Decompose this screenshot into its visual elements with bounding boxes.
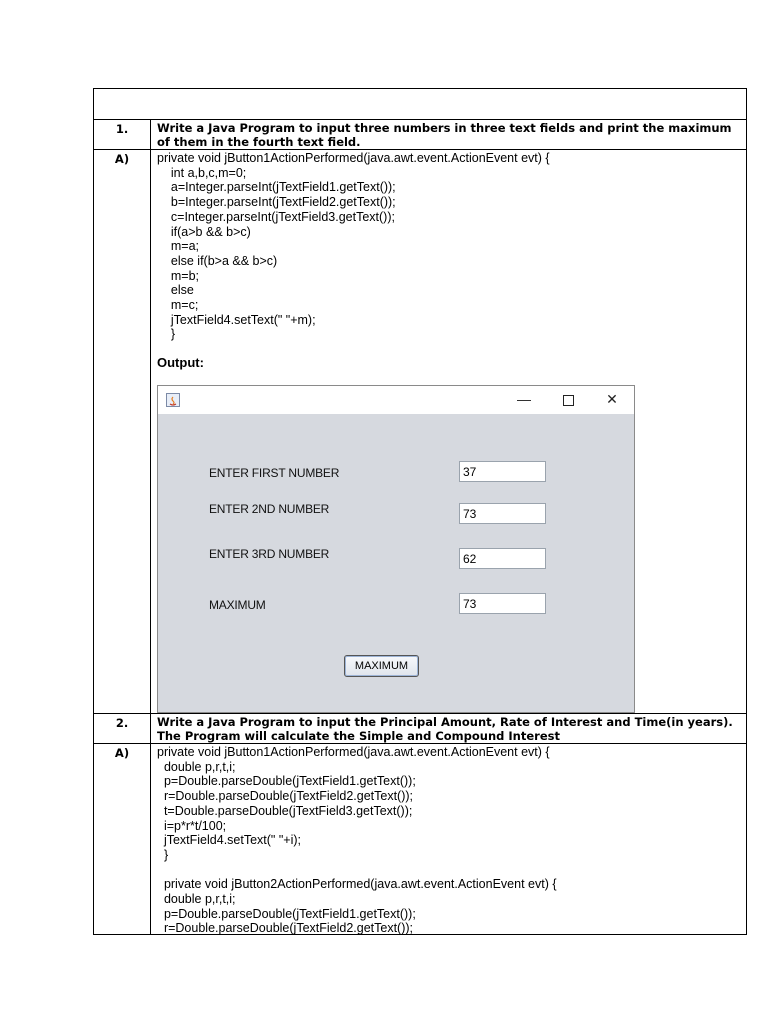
code-line: private void jButton1ActionPerformed(java.awt.event.ActionEvent evt) {: [157, 151, 550, 165]
window-titlebar: [158, 386, 634, 414]
code-line: m=a;: [157, 239, 200, 254]
row-divider: [94, 743, 746, 744]
question-1-number: 1.: [115, 122, 129, 136]
code-line: jTextField4.setText(" "+i);: [157, 833, 301, 848]
code-line: b=Integer.parseInt(jTextField2.getText());: [157, 195, 396, 210]
question-1-text: [157, 121, 747, 149]
code-line: }: [157, 847, 169, 862]
java-icon: [166, 393, 180, 407]
first-number-label: ENTER FIRST NUMBER: [209, 466, 340, 480]
question-1-line-2: of them in the fourth text field.: [157, 135, 361, 149]
questions-table: [93, 88, 747, 935]
code-line: int a,b,c,m=0;: [157, 165, 247, 180]
question-2-text: [157, 715, 747, 743]
output-label: Output:: [157, 355, 204, 370]
code-line: double p,r,t,i;: [157, 892, 236, 907]
code-line: p=Double.parseDouble(jTextField1.getText());: [157, 906, 416, 921]
code-line: private void jButton2ActionPerformed(java.awt.event.ActionEvent evt) {: [157, 877, 557, 892]
close-icon[interactable]: ✕: [606, 391, 618, 407]
answer-2-label: A): [114, 746, 130, 760]
code-line: else if(b>a && b>c): [157, 253, 278, 268]
question-2-line-2: The Program will calculate the Simple and Compound Interest: [157, 729, 560, 743]
answer-2-code: [157, 745, 557, 936]
code-line: p=Double.parseDouble(jTextField1.getText());: [157, 774, 416, 789]
code-line: jTextField4.setText(" "+m);: [157, 312, 316, 327]
third-number-label: ENTER 3RD NUMBER: [209, 547, 330, 561]
code-line: if(a>b && b>c): [157, 224, 251, 239]
maximum-button[interactable]: MAXIMUM: [344, 655, 419, 677]
code-line: m=b;: [157, 268, 200, 283]
minimize-icon[interactable]: —: [517, 391, 531, 407]
code-line: t=Double.parseDouble(jTextField3.getText());: [157, 803, 413, 818]
row-divider: [94, 713, 746, 714]
question-1-line-1: Write a Java Program to input three numbers in three text fields and print the maximum: [157, 121, 732, 135]
code-line: i=p*r*t/100;: [157, 818, 227, 833]
java-icon-glyph: [167, 395, 179, 407]
code-line: m=c;: [157, 298, 199, 313]
code-line: r=Double.parseDouble(jTextField2.getText());: [157, 789, 414, 804]
maximum-field[interactable]: 73: [459, 593, 546, 614]
answer-1-code: [157, 151, 550, 342]
column-divider: [150, 119, 151, 935]
maximize-icon[interactable]: [558, 391, 578, 409]
row-divider: [94, 119, 746, 120]
second-number-label: ENTER 2ND NUMBER: [209, 502, 330, 516]
answer-1-label: A): [114, 152, 130, 166]
code-line: private void jButton1ActionPerformed(java.awt.event.ActionEvent evt) {: [157, 745, 550, 759]
maximum-label: MAXIMUM: [209, 598, 266, 612]
code-line: [157, 863, 557, 878]
code-line: a=Integer.parseInt(jTextField1.getText());: [157, 180, 396, 195]
java-window-screenshot: [157, 385, 635, 713]
first-number-field[interactable]: 37: [459, 461, 546, 482]
question-2-line-1: Write a Java Program to input the Principal Amount, Rate of Interest and Time(in years).: [157, 715, 733, 729]
code-line: }: [157, 327, 176, 342]
row-divider: [94, 149, 746, 150]
question-2-number: 2.: [115, 716, 129, 730]
second-number-field[interactable]: 73: [459, 503, 546, 524]
code-line: else: [157, 283, 194, 298]
third-number-field[interactable]: 62: [459, 548, 546, 569]
code-line: c=Integer.parseInt(jTextField3.getText());: [157, 209, 395, 224]
code-line: r=Double.parseDouble(jTextField2.getText());: [157, 921, 414, 936]
code-line: double p,r,t,i;: [157, 759, 236, 774]
